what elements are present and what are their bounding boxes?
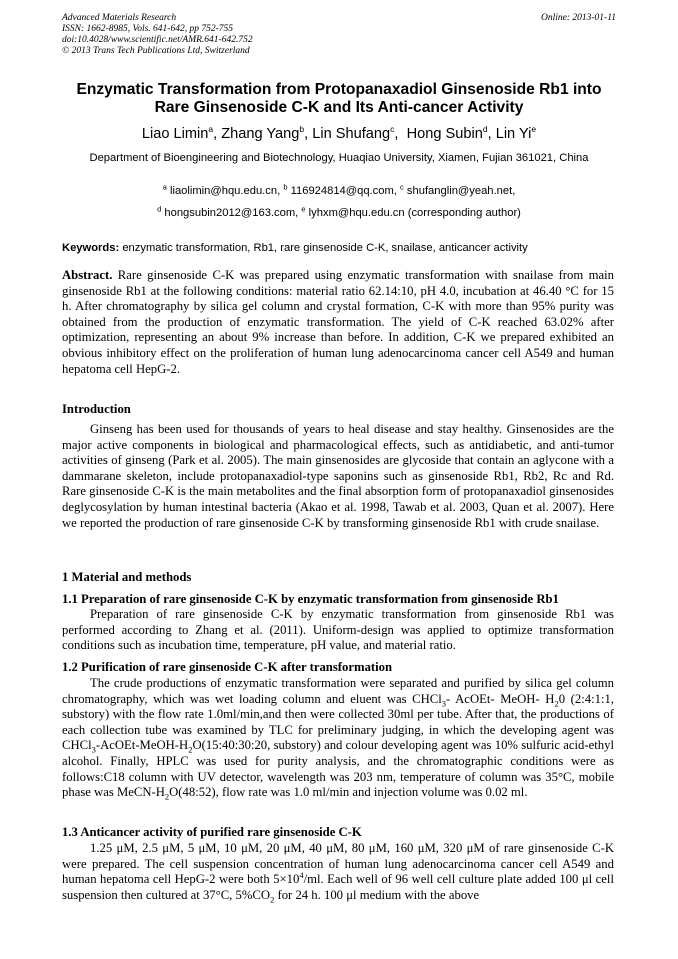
section-1-2-text — [62, 676, 614, 801]
author-name: Zhang Yang — [221, 126, 300, 142]
introduction-heading: Introduction — [62, 402, 131, 416]
section-1-3-heading: 1.3 Anticancer activity of purified rare ginsenoside C-K — [62, 825, 362, 839]
s2-part: O(48:52), flow rate was 1.0 ml/min and injection volume was 0.02 ml. — [169, 785, 528, 800]
doi-line: doi:10.4028/www.scientific.net/AMR.641-642.752 — [62, 35, 253, 45]
author-name: Hong Subin — [406, 126, 483, 142]
author-name: Liao Limin — [141, 126, 209, 142]
subscript: 2 — [554, 698, 559, 709]
affiliation: Department of Bioengineering and Biotechnology, Huaqiao University, Xiamen, Fujian 361021, China — [89, 152, 589, 164]
s2-part: The crude productions of enzymatic transformation were separated and purified by silica gel column chromatography, which was wet loading column and eluent was CHCl — [62, 676, 614, 706]
email-line-1: $^a$ liaolimin@hqu.edu.cn, $^b$ 116924814@qq.com, $^c$ shufanglin@yeah.net, — [162, 182, 516, 197]
author-list: Liao Limin$^a$, Zhang Yang$^b$, Lin Shufang$^c$, Hong Subin$^d$, Lin Yi$^e$ — [141, 124, 537, 142]
keywords-text: enzymatic transformation, Rb1, rare ginsenoside C-K, snailase, anticancer activity — [122, 242, 528, 254]
paper-title — [40, 81, 638, 117]
section-1-1-heading: 1.1 Preparation of rare ginsenoside C-K by enzymatic transformation from ginsenoside Rb1 — [62, 592, 559, 606]
introduction-text: Ginseng has been used for thousands of years to heal disease and stay healthy. Ginsenosides are the major active components in biological and pharmacological effects, such as antidiabetic, and anti-tumor activities of ginseng (Park et al. 2005). The main ginsenosides are glycoside that contain an aglycone with a dammarane skeleton, include protopanaxadiol-type saponins such as ginsenoside Rb1, Rb2, Rc and Rd. Rare ginsenoside C-K is the main metabolites and the final absorption form of protopanaxadiol ginsenosides deglycosylation by human intestinal bacteria (Akao et al. 1998, Tawab et al. 2003, Quan et al. 2007). Here we reported the production of rare ginsenoside C-K by transforming ginsenoside Rb1 with crude snailase. — [62, 422, 614, 530]
superscript: 4 — [299, 869, 304, 880]
issn-line: ISSN: 1662-8985, Vols. 641-642, pp 752-755 — [62, 24, 233, 34]
email-line-2: $^d$ hongsubin2012@163.com, $^e$ lyhxm@hqu.edu.cn (corresponding author) — [157, 204, 521, 219]
section-1-2-heading: 1.2 Purification of rare ginsenoside C-K after transformation — [62, 660, 393, 674]
s3-part: 1.25 μM, 2.5 μM, 5 μM, 10 μM, 20 μM, 40 μM, 80 μM, 160 μM, 320 μM of rare ginsenoside C-K were prepared. The cell suspension concentration of human lung adenocarcinoma cancer cell A549 and human hepatoma cell HepG-2 were both 5×10 — [62, 841, 614, 887]
subscript: 3 — [91, 744, 96, 755]
abstract — [62, 268, 614, 377]
section-1-1-text: Preparation of rare ginsenoside C-K by enzymatic transformation from ginsenoside Rb1 was performed according to Zhang et al. (2011). Uniform-design was applied to optimize transformation conditions such as incubation time, temperature, pH value, and material ratio. — [62, 607, 614, 653]
author-name: Lin Shufang — [312, 126, 391, 142]
s2-part: - AcOEt- MeOH- H — [446, 691, 555, 706]
title-line-1: Enzymatic Transformation from Protopanaxadiol Ginsenoside Rb1 into — [76, 81, 602, 98]
s3-part: for 24 h. 100 μl medium with the above — [274, 887, 480, 902]
author-sup: a — [208, 124, 214, 135]
email-b[interactable]: 116924814@qq.com, — [290, 185, 397, 197]
keywords-label: Keywords: — [62, 242, 120, 254]
online-date: Online: 2013-01-11 — [540, 13, 616, 23]
subscript: 3 — [441, 698, 447, 709]
subscript: 2 — [270, 894, 275, 905]
subscript: 2 — [164, 791, 170, 802]
copyright-line: © 2013 Trans Tech Publications Ltd, Switzerland — [62, 46, 250, 56]
journal-name: Advanced Materials Research — [62, 13, 177, 23]
email-c[interactable]: shufanglin@yeah.net, — [406, 185, 516, 197]
title-line-2: Rare Ginsenoside C-K and Its Anti-cancer Activity — [154, 99, 524, 116]
s3-part: /ml. Each well of 96 well cell culture plate added 100 μl cell suspension then cultured at 37°C, 5%CO — [62, 872, 614, 902]
author-sup: c — [390, 124, 395, 135]
abstract-label: Abstract. — [62, 268, 113, 282]
author-name: Lin Yi — [495, 126, 532, 142]
author-sup: d — [482, 124, 488, 135]
keywords — [62, 241, 622, 256]
methods-heading: 1 Material and methods — [62, 570, 192, 584]
email-a[interactable]: liaolimin@hqu.edu.cn, — [169, 185, 281, 197]
author-sup: e — [531, 124, 537, 135]
journal-header — [62, 13, 616, 57]
section-1-3-text — [62, 841, 614, 903]
s2-part: -AcOEt-MeOH-H — [95, 738, 189, 753]
s2-part: 0 (2:4:1:1, substory) with the flow rate 1.0ml/min,and then were collected 30ml per tube. After that, the productions of each collection tube was examined by TLC for preliminary judging, in which the developing agent was CHCl — [62, 691, 614, 753]
abstract-text: Rare ginsenoside C-K was prepared using enzymatic transformation with snailase from main ginsenoside Rb1 at the following conditions: material ratio 62.14:10, pH 4.0, incubation at 46.40 °C for 15 h. After chromatography by silica gel column and crystal formation, C-K with more than 95% purity was obtained from the production of enzymatic transformation. The yield of C-K reached 63.02% after optimization, representing an about 9% increase than before. In addition, C-K we prepared exhibited an obvious inhibitory effect on the proliferation of human lung adenocarcinoma cancer cell A549 and human hepatoma cell HepG-2. — [62, 268, 615, 376]
s2-part: O(15:40:30:20, substory) and colour developing agent was 10% sulfuric acid-ethyl alcohol. Finally, HPLC was used for purity analysis, and the chromatographic conditions were as follows:C18 column with UV detector, wavelength was 203 nm, temperature of column was 35°C, mobile phase was MeCN-H — [62, 738, 614, 800]
subscript: 2 — [188, 744, 193, 755]
author-sup: b — [299, 124, 305, 135]
email-d[interactable]: hongsubin2012@163.com, — [164, 207, 299, 219]
email-e[interactable]: lyhxm@hqu.edu.cn (corresponding author) — [308, 207, 521, 219]
